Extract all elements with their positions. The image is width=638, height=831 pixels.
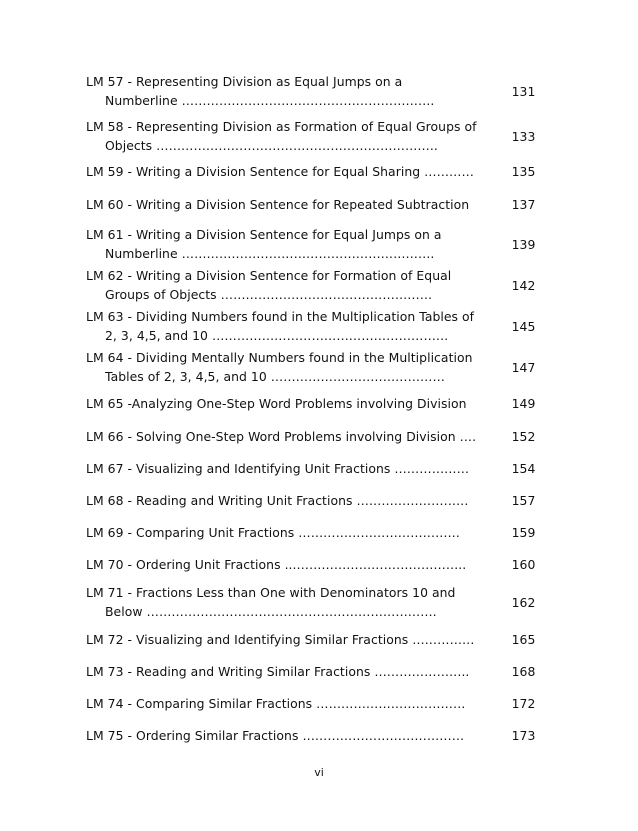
toc-entry bbox=[86, 162, 536, 181]
toc-entry-page: 173 bbox=[511, 728, 536, 743]
toc-entry bbox=[86, 555, 536, 574]
toc-entry-title: LM 59 - Writing a Division Sentence for Equal Sharing ………… bbox=[86, 164, 474, 179]
toc-entry-title: LM 66 - Solving One-Step Word Problems involving Division …. bbox=[86, 429, 477, 444]
toc-entry-page: 159 bbox=[511, 525, 536, 540]
toc-entry-page: 131 bbox=[511, 83, 536, 99]
toc-entry-page: 160 bbox=[511, 557, 536, 572]
toc-entry-page: 137 bbox=[511, 197, 536, 212]
toc-entry-title: LM 64 - Dividing Mentally Numbers found in the Multiplication Tables of 2, 3, 4,5, and 10 …………………………………… bbox=[86, 350, 473, 384]
toc-entry-page: 149 bbox=[511, 396, 536, 411]
toc-entry bbox=[86, 726, 536, 745]
toc-entry bbox=[86, 72, 536, 110]
toc-entry bbox=[86, 491, 536, 510]
toc-entry-page: 172 bbox=[511, 696, 536, 711]
toc-entry-title: LM 70 - Ordering Unit Fractions ...………………………………….. bbox=[86, 557, 467, 572]
toc-entry bbox=[86, 662, 536, 681]
toc-entry-title: LM 71 - Fractions Less than One with Denominators 10 and Below ……………………………………………………………. bbox=[86, 585, 456, 619]
toc-entry-page: 165 bbox=[511, 632, 536, 647]
toc-entry-page: 133 bbox=[511, 128, 536, 144]
toc-entry-title: LM 65 -Analyzing One-Step Word Problems involving Division bbox=[86, 396, 467, 411]
toc-entry-page: 142 bbox=[511, 277, 536, 293]
toc-entry-page: 147 bbox=[511, 359, 536, 375]
table-of-contents bbox=[86, 72, 536, 745]
toc-entry bbox=[86, 694, 536, 713]
toc-entry-title: LM 67 - Visualizing and Identifying Unit Fractions ……………… bbox=[86, 461, 470, 476]
toc-entry bbox=[86, 523, 536, 542]
toc-entry bbox=[86, 117, 536, 155]
toc-entry-page: 152 bbox=[511, 429, 536, 444]
toc-entry bbox=[86, 394, 536, 413]
toc-entry-title: LM 62 - Writing a Division Sentence for Formation of Equal Groups of Objects …………………………………………… bbox=[86, 268, 452, 302]
toc-entry-title: LM 75 - Ordering Similar Fractions ………………………………… bbox=[86, 728, 465, 743]
toc-entry-title: LM 63 - Dividing Numbers found in the Multiplication Tables of 2, 3, 4,5, and 10 ………………………………………………… bbox=[86, 309, 475, 343]
toc-entry-title: LM 72 - Visualizing and Identifying Similar Fractions …………… bbox=[86, 632, 475, 647]
toc-entry-page: 145 bbox=[511, 318, 536, 334]
toc-entry bbox=[86, 427, 536, 446]
toc-entry-title: LM 69 - Comparing Unit Fractions ………………………………… bbox=[86, 525, 460, 540]
page-number: vi bbox=[314, 766, 324, 779]
toc-entry-title: LM 68 - Reading and Writing Unit Fractions ……………………… bbox=[86, 493, 469, 508]
toc-entry-title: LM 57 - Representing Division as Equal Jumps on a Numberline ……………………………………………………. bbox=[86, 74, 435, 108]
toc-entry-title: LM 58 - Representing Division as Formation of Equal Groups of Objects ………………………………………………………….. bbox=[86, 119, 477, 153]
toc-entry bbox=[86, 195, 536, 214]
toc-entry bbox=[86, 459, 536, 478]
toc-entry-title: LM 61 - Writing a Division Sentence for Equal Jumps on a Numberline ……………………………………………………. bbox=[86, 227, 442, 261]
toc-entry bbox=[86, 348, 536, 386]
toc-entry bbox=[86, 266, 536, 304]
toc-entry-page: 157 bbox=[511, 493, 536, 508]
toc-entry-page: 135 bbox=[511, 164, 536, 179]
toc-entry-title: LM 60 - Writing a Division Sentence for Repeated Subtraction bbox=[86, 197, 470, 212]
toc-entry bbox=[86, 307, 536, 345]
toc-entry-page: 168 bbox=[511, 664, 536, 679]
toc-entry-title: LM 74 - Comparing Similar Fractions ……………………………… bbox=[86, 696, 466, 711]
toc-entry-page: 162 bbox=[511, 594, 536, 610]
toc-entry bbox=[86, 630, 536, 649]
toc-entry-title: LM 73 - Reading and Writing Similar Fractions ………………….. bbox=[86, 664, 470, 679]
toc-entry-page: 154 bbox=[511, 461, 536, 476]
toc-entry bbox=[86, 583, 536, 621]
toc-entry-page: 139 bbox=[511, 236, 536, 252]
toc-entry bbox=[86, 225, 536, 263]
